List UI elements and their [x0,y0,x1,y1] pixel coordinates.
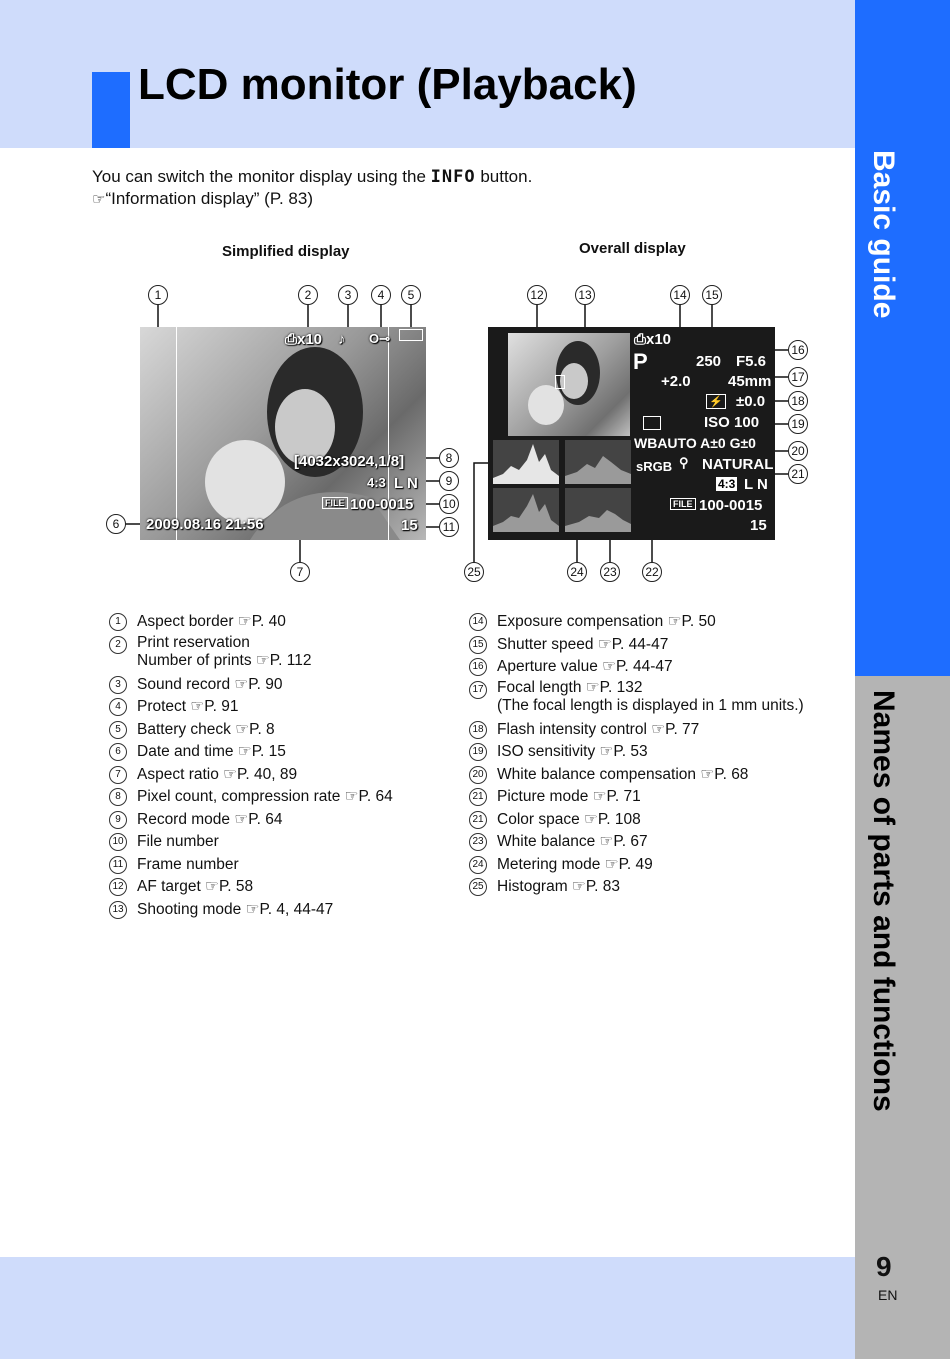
sidebar-chapter-label: Names of parts and functions [867,690,900,1112]
legend-item: 24 Metering mode ☞P. 49 [469,854,804,877]
callout-7: 7 [290,562,310,582]
legend-item: 6 Date and time ☞P. 15 [109,741,393,764]
page-title: LCD monitor (Playback) [138,60,637,109]
picture-mode-icon: ⚲ [679,455,689,470]
legend-item: 21 Picture mode ☞P. 71 [469,786,804,809]
legend-item: 11 Frame number [109,854,393,877]
shooting-mode: P [633,349,648,374]
aspect-border-left [176,327,177,540]
footer-band [0,1257,855,1359]
legend-item: 7 Aspect ratio ☞P. 40, 89 [109,764,393,787]
legend-item: 16 Aperture value ☞P. 44-47 [469,656,804,679]
legend-item: 17 Focal length ☞P. 132 (The focal length is displayed in 1 mm units.) [469,679,804,719]
record-mode-overall: L N [744,476,768,493]
callout-24: 24 [567,562,587,582]
sound-record-icon: ♪ [338,331,346,348]
intro-line-1-end: button. [480,167,533,186]
callout-11: 11 [439,517,459,537]
callout-6: 6 [106,514,126,534]
callout-13: 13 [575,285,595,305]
print-reservation-icon: ⎙x10 [285,331,323,348]
exposure-compensation: +2.0 [661,373,691,390]
legend-item: 13 Shooting mode ☞P. 4, 44-47 [109,899,393,922]
shutter-speed: 250 [696,353,722,370]
white-balance: WBAUTO A±0 G±0 [634,435,756,451]
legend-item: 18 Flash intensity control ☞P. 77 [469,719,804,742]
callout-20: 20 [788,441,808,461]
legend-item: 3 Sound record ☞P. 90 [109,674,393,697]
af-target-frame [555,375,565,389]
callout-2: 2 [298,285,318,305]
legend-item: 23 White balance ☞P. 67 [469,831,804,854]
legend-item: 10 File number [109,831,393,854]
playback-photo-overall [508,333,630,436]
picture-mode: NATURAL [702,456,774,473]
callout-19: 19 [788,414,808,434]
callout-14: 14 [670,285,690,305]
record-mode: L N [394,475,418,492]
page-number: 9 [876,1251,892,1282]
protect-icon: O⊸ [369,331,391,346]
legend-item: 21 Color space ☞P. 108 [469,809,804,832]
print-reservation-icon-overall: ⎙x10 [634,331,672,348]
legend-item: 25 Histogram ☞P. 83 [469,876,804,899]
focal-length: 45mm [728,373,772,390]
battery-icon [399,329,423,341]
file-number-overall: 100-0015 [699,497,763,514]
callout-18: 18 [788,391,808,411]
aperture-value: F5.6 [736,353,767,370]
legend-item: 15 Shutter speed ☞P. 44-47 [469,634,804,657]
simplified-display-title: Simplified display [222,243,350,260]
legend-item: 8 Pixel count, compression rate ☞P. 64 [109,786,393,809]
legend-item: 9 Record mode ☞P. 64 [109,809,393,832]
callout-8: 8 [439,448,459,468]
aspect-ratio: 4:3 [367,475,386,490]
callout-25: 25 [464,562,484,582]
legend-right [469,611,804,899]
legend-item: 14 Exposure compensation ☞P. 50 [469,611,804,634]
legend-item: 12 AF target ☞P. 58 [109,876,393,899]
info-button-label: INFO [430,167,476,187]
legend-item: 1 Aspect border ☞P. 40 [109,611,393,634]
color-space: sRGB [636,459,673,474]
callout-3: 3 [338,285,358,305]
callout-10: 10 [439,494,459,514]
histogram-green [493,488,559,532]
legend-item: 5 Battery check ☞P. 8 [109,719,393,742]
overall-display-title: Overall display [579,240,686,257]
callout-1: 1 [148,285,168,305]
callout-17: 17 [788,367,808,387]
histogram-blue [565,488,631,532]
callout-21: 21 [788,464,808,484]
intro-reference-text: “Information display” (P. 83) [105,189,314,208]
callout-5: 5 [401,285,421,305]
histogram-red [565,440,631,484]
iso-sensitivity: ISO 100 [704,414,760,431]
legend-item: 19 ISO sensitivity ☞P. 53 [469,741,804,764]
sidebar-section-tab [855,0,950,676]
language-code: EN [878,1287,898,1303]
file-number: 100-0015 [350,496,414,513]
file-icon: FILE [322,497,348,509]
aspect-ratio-overall: 4:3 [718,477,736,491]
intro-line-1-start: You can switch the monitor display using the [92,167,426,186]
callout-15: 15 [702,285,722,305]
callout-16: 16 [788,340,808,360]
callout-23: 23 [600,562,620,582]
sidebar-section-label: Basic guide [867,150,900,319]
callout-12: 12 [527,285,547,305]
date-time: 2009.08.16 21:56 [146,516,264,533]
frame-number-overall: 15 [750,517,767,534]
callout-22: 22 [642,562,662,582]
flash-icon: ⚡ [706,394,726,409]
playback-thumbnail [508,333,630,436]
metering-mode-icon [643,416,661,430]
legend-left [109,611,393,921]
legend-item: 2 Print reservation Number of prints ☞P. 112 [109,634,393,674]
histogram-luminance [493,440,559,484]
file-icon-overall: FILE [670,498,696,510]
callout-9: 9 [439,471,459,491]
legend-item: 20 White balance compensation ☞P. 68 [469,764,804,787]
reference-icon: ☞ [92,191,106,208]
frame-number: 15 [401,517,418,534]
callout-4: 4 [371,285,391,305]
flash-intensity: ±0.0 [736,393,766,410]
legend-item: 4 Protect ☞P. 91 [109,696,393,719]
pixel-count: [4032x3024,1/8] [294,453,405,470]
